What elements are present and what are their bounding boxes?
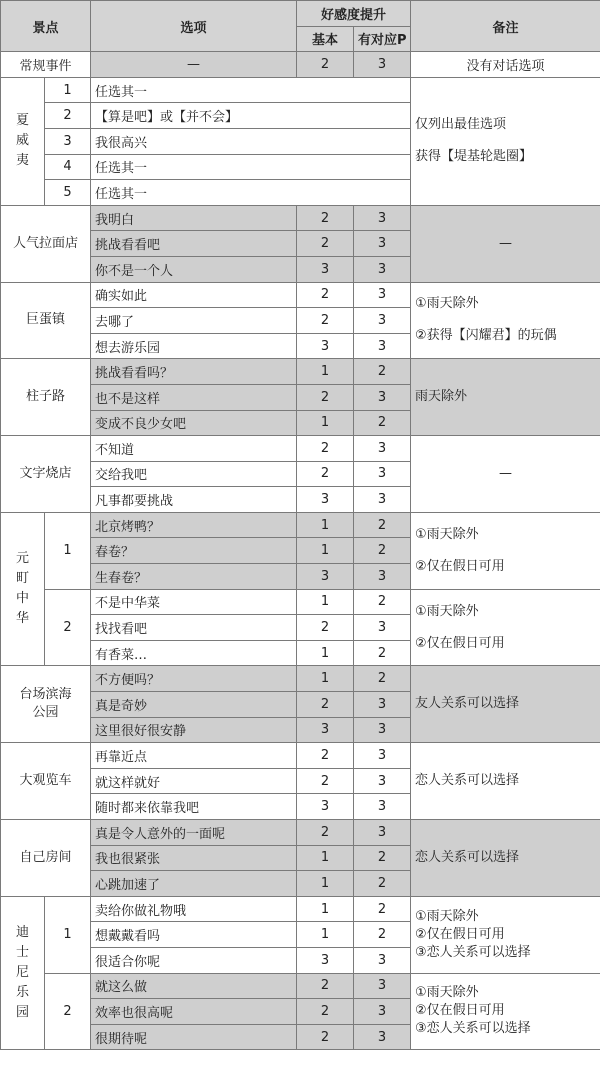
place-name-line: 自己房间 xyxy=(19,849,72,865)
place-name: 文字烧店 xyxy=(1,436,91,513)
option-text: 想去游乐园 xyxy=(91,333,297,359)
regular-event-label: 常规事件 xyxy=(1,52,91,78)
option-text: 卖给你做礼物哦 xyxy=(91,896,297,922)
base-value: 1 xyxy=(297,922,354,948)
place-row xyxy=(1,820,600,846)
matched-value: 3 xyxy=(354,282,411,308)
option-text: 很期待呢 xyxy=(91,1024,297,1050)
matched-value: 3 xyxy=(354,768,411,794)
header-matched: 有对应P xyxy=(354,26,411,52)
sub-number: 4 xyxy=(45,154,91,180)
note-cell xyxy=(411,666,600,743)
option-text: 找找看吧 xyxy=(91,615,297,641)
option-text: 我明白 xyxy=(91,205,297,231)
base-value: 2 xyxy=(297,999,354,1025)
note-line: ②仅在假日可用 xyxy=(415,635,505,651)
matched-value: 3 xyxy=(354,999,411,1025)
matched-value: 3 xyxy=(354,333,411,359)
regular-event-note: 没有对话选项 xyxy=(411,52,600,78)
base-value: 2 xyxy=(297,205,354,231)
option-text: 效率也很高呢 xyxy=(91,999,297,1025)
place-name xyxy=(1,743,91,820)
note-cell xyxy=(411,436,600,513)
note-line: ②仅在假日可用 xyxy=(415,558,505,574)
note-line: ③恋人关系可以选择 xyxy=(415,944,531,960)
matched-value: 2 xyxy=(354,589,411,615)
matched-value: 3 xyxy=(354,743,411,769)
option-text: 变成不良少女吧 xyxy=(91,410,297,436)
matched-value: 3 xyxy=(354,461,411,487)
regular-event-matched: 3 xyxy=(354,52,411,78)
option-text: 有香菜… xyxy=(91,640,297,666)
hawaii-place xyxy=(1,77,45,205)
base-value: 1 xyxy=(297,538,354,564)
option-text: 你不是一个人 xyxy=(91,256,297,282)
matched-value: 3 xyxy=(354,436,411,462)
matched-value: 2 xyxy=(354,538,411,564)
matched-value: 3 xyxy=(354,947,411,973)
base-value: 1 xyxy=(297,871,354,897)
option-text: 任选其一 xyxy=(91,77,411,103)
base-value: 1 xyxy=(297,896,354,922)
base-value: 2 xyxy=(297,743,354,769)
option-text: 想戴戴看吗 xyxy=(91,922,297,948)
sub-number: 2 xyxy=(45,973,91,1050)
base-value: 2 xyxy=(297,820,354,846)
base-value: 1 xyxy=(297,410,354,436)
matched-value: 3 xyxy=(354,820,411,846)
base-value: 3 xyxy=(297,794,354,820)
place-name-line: 台场滨海 xyxy=(19,687,72,703)
header-affection: 好感度提升 xyxy=(297,1,411,27)
note-cell xyxy=(411,205,600,282)
matched-value: 3 xyxy=(354,231,411,257)
matched-value: 3 xyxy=(354,794,411,820)
note-cell xyxy=(411,743,600,820)
note-line: 恋人关系可以选择 xyxy=(415,849,520,865)
base-value: 2 xyxy=(297,973,354,999)
note-line: — xyxy=(499,466,513,482)
place-name: 巨蛋镇 xyxy=(1,282,91,359)
matched-value: 3 xyxy=(354,973,411,999)
base-value: 3 xyxy=(297,333,354,359)
option-text: 挑战看看吧 xyxy=(91,231,297,257)
base-value: 2 xyxy=(297,436,354,462)
matched-value: 2 xyxy=(354,871,411,897)
disney-row xyxy=(1,896,600,922)
base-value: 1 xyxy=(297,845,354,871)
disney-place-text: 迪士尼乐园 xyxy=(16,925,30,1021)
base-value: 3 xyxy=(297,487,354,513)
note-line: ②获得【闪耀君】的玩偶 xyxy=(415,328,557,344)
base-value: 2 xyxy=(297,615,354,641)
base-value: 3 xyxy=(297,256,354,282)
option-text: 随时都来依靠我吧 xyxy=(91,794,297,820)
option-text: 再靠近点 xyxy=(91,743,297,769)
option-text: 北京烤鸭？ xyxy=(91,512,297,538)
base-value: 3 xyxy=(297,947,354,973)
header-place: 景点 xyxy=(1,1,91,52)
sub-number: 1 xyxy=(45,896,91,973)
base-value: 2 xyxy=(297,768,354,794)
note-line: ③恋人关系可以选择 xyxy=(415,1021,531,1037)
option-text: 春卷？ xyxy=(91,538,297,564)
option-text: 真是奇妙 xyxy=(91,692,297,718)
sub-number: 1 xyxy=(45,512,91,589)
base-value: 1 xyxy=(297,640,354,666)
matched-value: 3 xyxy=(354,615,411,641)
note-line: 恋人关系可以选择 xyxy=(415,773,520,789)
note-line: ①雨天除外 xyxy=(415,985,479,1001)
matched-value: 3 xyxy=(354,487,411,513)
sub-number: 1 xyxy=(45,77,91,103)
place-row xyxy=(1,436,600,462)
note-cell xyxy=(411,973,600,1050)
option-text: 心跳加速了 xyxy=(91,871,297,897)
note-line: ①雨天除外 xyxy=(415,526,479,542)
header-note: 备注 xyxy=(411,1,600,52)
place-name-line: 大观览车 xyxy=(19,773,72,789)
matched-value: 3 xyxy=(354,256,411,282)
matched-value: 2 xyxy=(354,896,411,922)
note-line: 仅列出最佳选项 xyxy=(415,117,507,133)
place-name: 柱子路 xyxy=(1,359,91,436)
note-line: ①雨天除外 xyxy=(415,603,479,619)
option-text: 不知道 xyxy=(91,436,297,462)
note-line: ②仅在假日可用 xyxy=(415,926,505,942)
option-text: 挑战看看吗？ xyxy=(91,359,297,385)
matched-value: 2 xyxy=(354,410,411,436)
base-value: 2 xyxy=(297,461,354,487)
place-row xyxy=(1,205,600,231)
yuanmachi-row xyxy=(1,589,600,615)
hawaii-row xyxy=(1,77,600,103)
base-value: 2 xyxy=(297,231,354,257)
note-cell xyxy=(411,820,600,897)
yuanmachi-row xyxy=(1,512,600,538)
base-value: 2 xyxy=(297,282,354,308)
regular-event-base: 2 xyxy=(297,52,354,78)
option-text: 不方便吗？ xyxy=(91,666,297,692)
note-line: 获得【堤基轮匙圈】 xyxy=(415,149,533,165)
sub-number: 2 xyxy=(45,589,91,666)
header-row-1 xyxy=(1,1,600,27)
yuanmachi-place-text: 元町中华 xyxy=(16,551,30,627)
note-cell xyxy=(411,589,600,666)
option-text: 就这么做 xyxy=(91,973,297,999)
note-cell xyxy=(411,896,600,973)
place-row xyxy=(1,743,600,769)
note-cell xyxy=(411,77,600,205)
base-value: 3 xyxy=(297,717,354,743)
option-text: 不是中华菜 xyxy=(91,589,297,615)
sub-number: 3 xyxy=(45,128,91,154)
option-text: 就这样就好 xyxy=(91,768,297,794)
option-text: 去哪了 xyxy=(91,308,297,334)
hawaii-place-text: 夏威夷 xyxy=(16,113,30,169)
matched-value: 3 xyxy=(354,308,411,334)
option-text: 我也很紧张 xyxy=(91,845,297,871)
place-name-line: 公园 xyxy=(32,705,59,721)
option-text: 凡事都要挑战 xyxy=(91,487,297,513)
option-text: 生春卷？ xyxy=(91,564,297,590)
option-text: 任选其一 xyxy=(91,154,411,180)
place-row xyxy=(1,666,600,692)
base-value: 1 xyxy=(297,666,354,692)
disney-row xyxy=(1,973,600,999)
matched-value: 3 xyxy=(354,564,411,590)
note-cell xyxy=(411,359,600,436)
note-cell xyxy=(411,512,600,589)
place-row xyxy=(1,359,600,385)
base-value: 2 xyxy=(297,308,354,334)
matched-value: 3 xyxy=(354,205,411,231)
note-line: ①雨天除外 xyxy=(415,296,479,312)
matched-value: 2 xyxy=(354,512,411,538)
option-text: 任选其一 xyxy=(91,180,411,206)
note-line: ①雨天除外 xyxy=(415,908,479,924)
note-line: 友人关系可以选择 xyxy=(415,696,520,712)
matched-value: 2 xyxy=(354,640,411,666)
note-line: ②仅在假日可用 xyxy=(415,1003,505,1019)
note-line: 雨天除外 xyxy=(415,389,468,405)
option-text: 很适合你呢 xyxy=(91,947,297,973)
base-value: 1 xyxy=(297,589,354,615)
option-text: 我很高兴 xyxy=(91,128,411,154)
option-text: 【算是吧】或【并不会】 xyxy=(91,103,411,129)
matched-value: 3 xyxy=(354,1024,411,1050)
note-cell xyxy=(411,282,600,359)
matched-value: 3 xyxy=(354,692,411,718)
regular-event-option: — xyxy=(91,52,297,78)
matched-value: 2 xyxy=(354,666,411,692)
sub-number: 2 xyxy=(45,103,91,129)
matched-value: 3 xyxy=(354,384,411,410)
base-value: 3 xyxy=(297,564,354,590)
base-value: 2 xyxy=(297,384,354,410)
place-name: 人气拉面店 xyxy=(1,205,91,282)
header-option: 选项 xyxy=(91,1,297,52)
base-value: 1 xyxy=(297,512,354,538)
regular-event-row xyxy=(1,52,600,78)
header-base: 基本 xyxy=(297,26,354,52)
option-text: 也不是这样 xyxy=(91,384,297,410)
matched-value: 3 xyxy=(354,717,411,743)
option-text: 这里很好很安静 xyxy=(91,717,297,743)
option-text: 真是令人意外的一面呢 xyxy=(91,820,297,846)
base-value: 1 xyxy=(297,359,354,385)
matched-value: 2 xyxy=(354,845,411,871)
sub-number: 5 xyxy=(45,180,91,206)
base-value: 2 xyxy=(297,1024,354,1050)
note-line: — xyxy=(499,236,513,252)
place-row xyxy=(1,282,600,308)
option-text: 交给我吧 xyxy=(91,461,297,487)
place-name xyxy=(1,820,91,897)
yuanmachi-place xyxy=(1,512,45,666)
matched-value: 2 xyxy=(354,922,411,948)
matched-value: 2 xyxy=(354,359,411,385)
place-name xyxy=(1,666,91,743)
option-text: 确实如此 xyxy=(91,282,297,308)
disney-place xyxy=(1,896,45,1050)
base-value: 2 xyxy=(297,692,354,718)
